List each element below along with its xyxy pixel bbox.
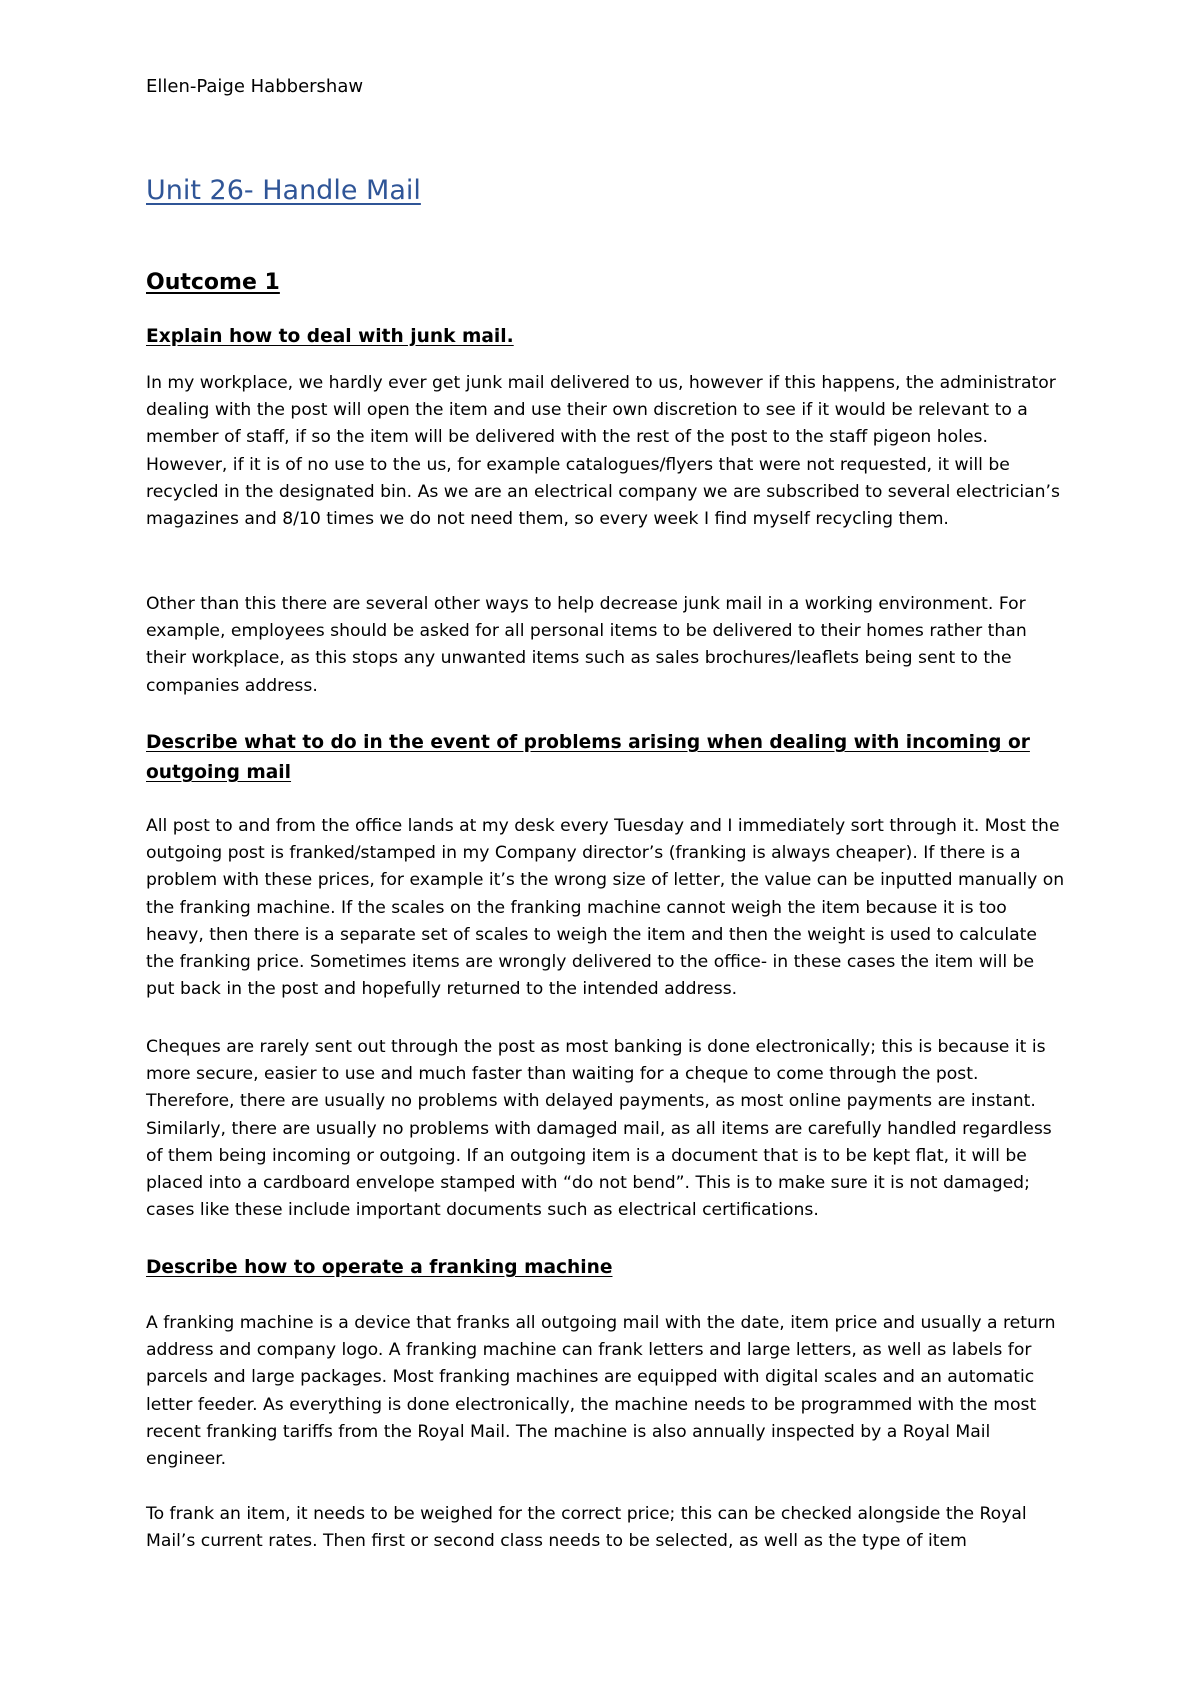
- paragraph: All post to and from the office lands at my desk every Tuesday and I immediately sort through it. Most the outgoing post is franked/stamped in my Company director’s (franking is always cheaper). If there is a problem with these prices, for example it’s the wrong size of letter, the value can be inputted manually on the franking machine. If the scales on the franking machine cannot weigh the item because it is too heavy, then there is a separate set of scales to weigh the item and then the weight is used to calculate the franking price. Sometimes items are wrongly delivered to the office- in these cases the item will be put back in the post and hopefully returned to the intended address.: [146, 816, 1065, 1000]
- section-heading-junk-mail: Explain how to deal with junk mail.: [146, 326, 514, 347]
- section-heading-mail-problems: Describe what to do in the event of problems arising when dealing with incoming or outgoing mail: [146, 732, 1030, 783]
- outcome-heading: Outcome 1: [146, 270, 280, 295]
- paragraph: Cheques are rarely sent out through the post as most banking is done electronically; this is because it is more secure, easier to use and much faster than waiting for a cheque to come through the post. Therefore, there are usually no problems with delayed payments, as most online payments are instant. Similarly, there are usually no problems with damaged mail, as all items are carefully handled regardless of them being incoming or outgoing. If an outgoing item is a document that is to be kept flat, it will be placed into a cardboard envelope stamped with “do not bend”. This is to make sure it is not damaged; cases like these include important documents such as electrical certifications.: [146, 1037, 1052, 1221]
- author-name: Ellen-Paige Habbershaw: [146, 76, 364, 97]
- document-title: Unit 26- Handle Mail: [146, 175, 421, 206]
- paragraph: Other than this there are several other ways to help decrease junk mail in a working environment. For example, employees should be asked for all personal items to be delivered to their homes rather than their workplace, as this stops any unwanted items such as sales brochures/leaflets being sent to the companies address.: [146, 594, 1027, 696]
- paragraph: In my workplace, we hardly ever get junk mail delivered to us, however if this happens, the administrator dealing with the post will open the item and use their own discretion to see if it would be relevant to a member of staff, if so the item will be delivered with the rest of the post to the staff pigeon holes. However, if it is of no use to the us, for example catalogues/flyers that were not requested, it will be recycled in the designated bin. As we are an electrical company we are subscribed to several electrician’s magazines and 8/10 times we do not need them, so every week I find myself recycling them.: [146, 373, 1060, 530]
- section-heading-franking-machine: Describe how to operate a franking machine: [146, 1257, 613, 1278]
- paragraph: To frank an item, it needs to be weighed for the correct price; this can be checked alongside the Royal Mail’s current rates. Then first or second class needs to be selected, as well as the type of item: [146, 1504, 1027, 1552]
- paragraph: A franking machine is a device that franks all outgoing mail with the date, item price and usually a return address and company logo. A franking machine can frank letters and large letters, as well as labels for parcels and large packages. Most franking machines are equipped with digital scales and an automatic letter feeder. As everything is done electronically, the machine needs to be programmed with the most recent franking tariffs from the Royal Mail. The machine is also annually inspected by a Royal Mail engineer.: [146, 1313, 1056, 1470]
